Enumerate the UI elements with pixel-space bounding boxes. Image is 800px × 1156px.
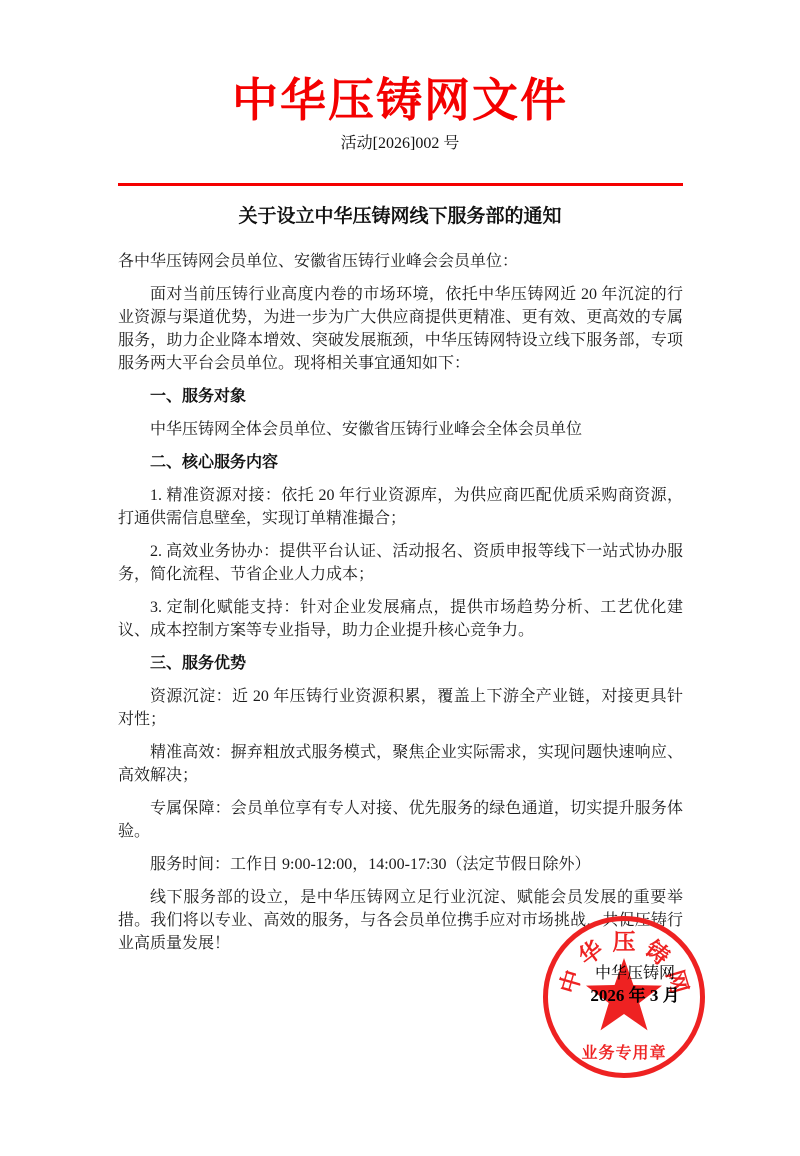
red-divider-rule xyxy=(118,183,683,186)
section-3-item-2: 精准高效：摒弃粗放式服务模式，聚焦企业实际需求，实现问题快速响应、高效解决； xyxy=(118,744,683,784)
seal-arc-char: 铸 xyxy=(640,936,674,970)
section-heading-1: 一、服务对象 xyxy=(150,388,247,405)
section-3-item-3: 专属保障：会员单位享有专人对接、优先服务的绿色通道，切实提升服务体验。 xyxy=(118,800,683,840)
seal-arc-char: 压 xyxy=(612,929,636,955)
red-letterhead-title: 中华压铸网文件 xyxy=(232,75,568,126)
closing-paragraph: 线下服务部的设立，是中华压铸网立足行业沉淀、赋能会员发展的重要举措。我们将以专业、高效的服务，与各会员单位携手应对市场挑战，共促压铸行业高质量发展！ xyxy=(118,889,683,952)
section-heading-2: 二、核心服务内容 xyxy=(150,454,279,471)
section-heading-3: 三、服务优势 xyxy=(150,655,247,672)
section-3-item-1: 资源沉淀：近 20 年压铸行业资源积累，覆盖上下游全产业链，对接更具针对性； xyxy=(118,688,683,728)
intro-paragraph: 面对当前压铸行业高度内卷的市场环境，依托中华压铸网近 20 年沉淀的行业资源与渠道优势，为进一步为广大供应商提供更精准、更有效、更高效的专属服务，助力企业降本增效、突破发展瓶颈，中华压铸网特设立线下服务部，专项服务两大平台会员单位。现将相关事宜通知如下： xyxy=(118,286,683,372)
seal-bottom-text: 业务专用章 xyxy=(581,1045,667,1062)
seal-arc-char: 中 xyxy=(555,967,587,997)
seal-arc-char: 网 xyxy=(661,967,693,997)
section-3-item-4: 服务时间：工作日 9:00-12:00，14:00-17:30（法定节假日除外） xyxy=(150,856,591,873)
section-1-paragraph: 中华压铸网全体会员单位、安徽省压铸行业峰会全体会员单位 xyxy=(150,421,583,438)
document-body xyxy=(118,250,683,965)
notice-title: 关于设立中华压铸网线下服务部的通知 xyxy=(238,206,562,227)
signature-org: 中华压铸网 xyxy=(594,965,675,982)
salutation: 各中华压铸网会员单位、安徽省压铸行业峰会会员单位： xyxy=(118,253,519,270)
section-2-item-1: 1. 精准资源对接：依托 20 年行业资源库，为供应商匹配优质采购商资源，打通供需信息壁垒，实现订单精准撮合； xyxy=(118,487,683,527)
section-2-item-2: 2. 高效业务协办：提供平台认证、活动报名、资质申报等线下一站式协办服务，简化流程、节省企业人力成本； xyxy=(118,543,683,583)
document-number: 活动[2026]002 号 xyxy=(340,135,460,152)
seal-arc-char: 华 xyxy=(574,936,608,970)
section-2-item-3: 3. 定制化赋能支持：针对企业发展痛点，提供市场趋势分析、工艺优化建议、成本控制方案等专业指导，助力企业提升核心竞争力。 xyxy=(118,599,683,639)
signature-block xyxy=(570,963,700,1007)
signature-date: 2026 年 3 月 xyxy=(590,986,680,1005)
